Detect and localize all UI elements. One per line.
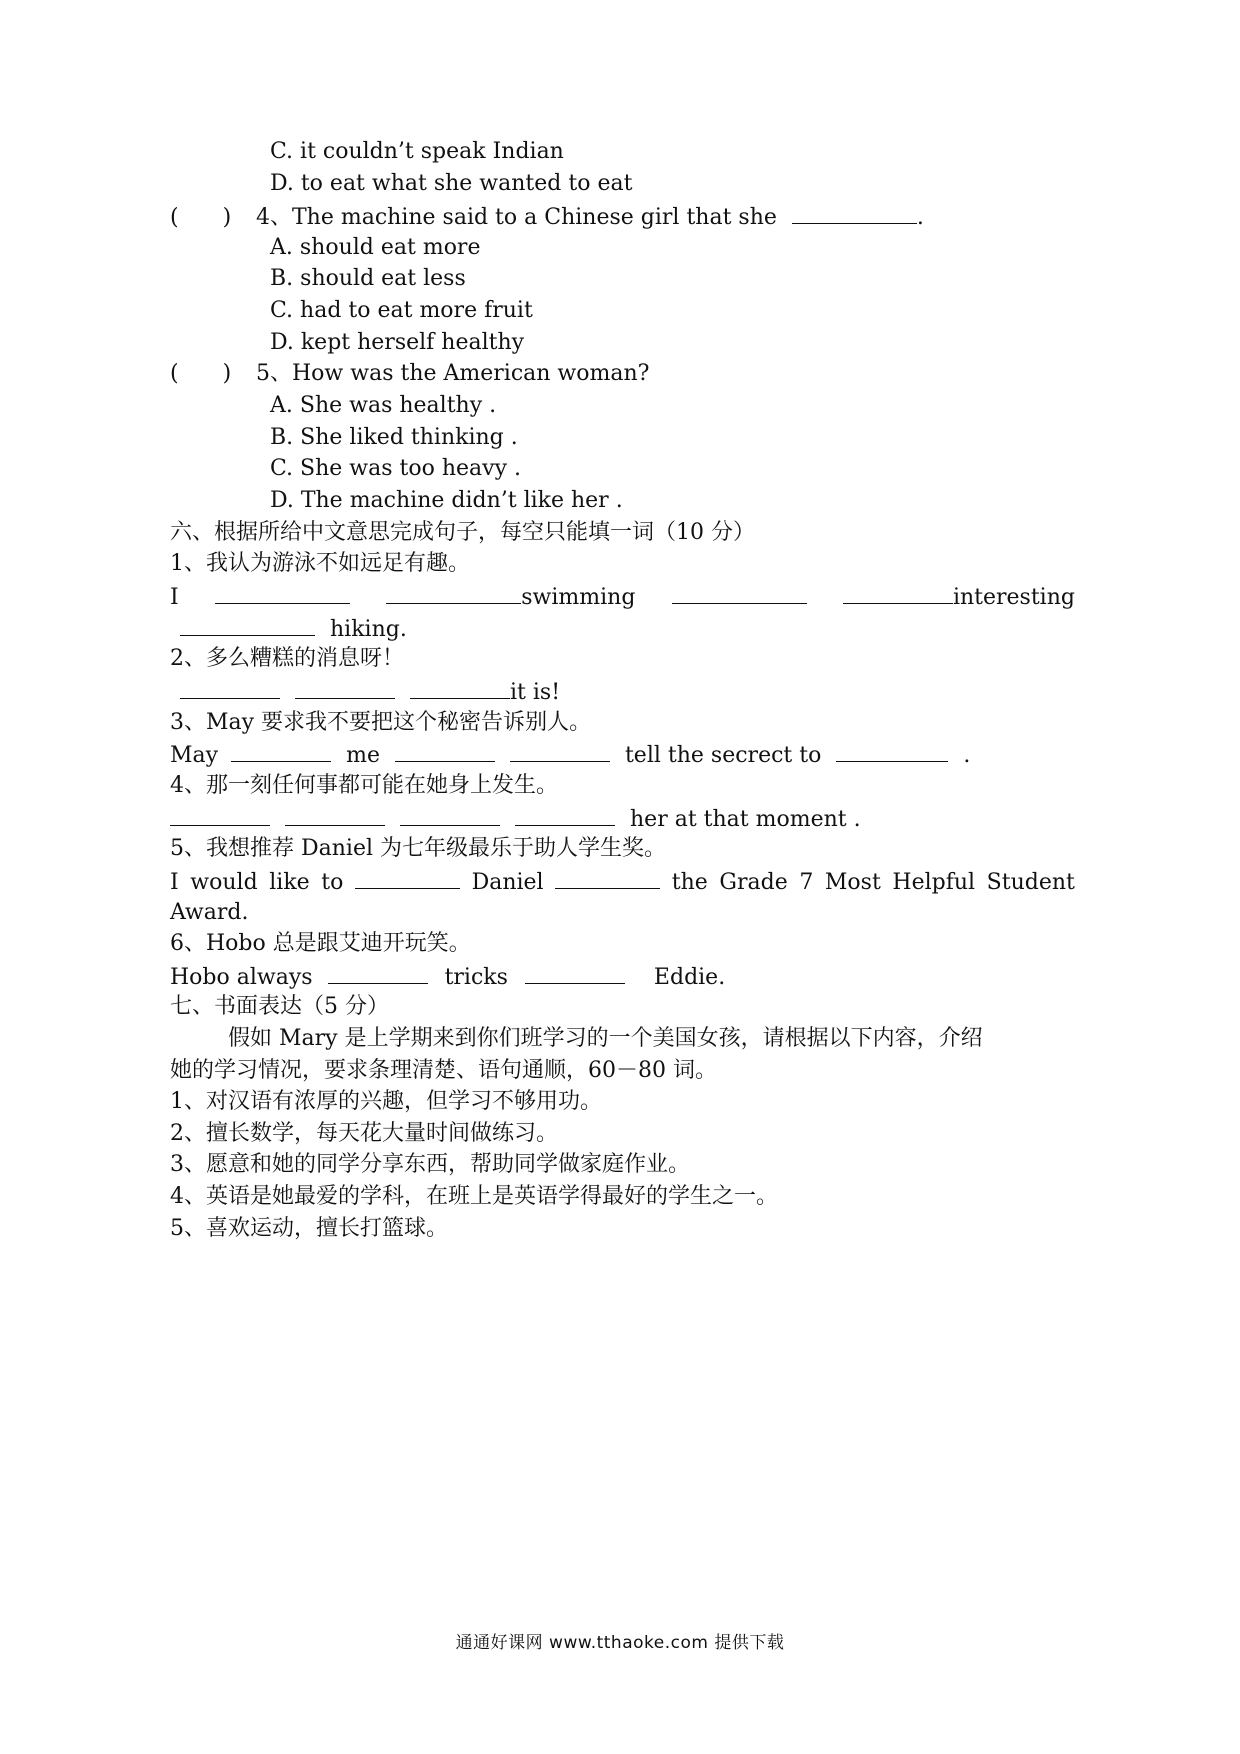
answer-blank[interactable]: [170, 803, 270, 826]
question-5: [170, 359, 1075, 389]
word: May: [170, 743, 219, 768]
answer-blank[interactable]: [231, 739, 331, 762]
word: swimming: [521, 585, 636, 610]
answer-blank[interactable]: [672, 581, 807, 604]
answer-blank[interactable]: [792, 201, 917, 224]
answer-blank[interactable]: [285, 803, 385, 826]
answer-blank[interactable]: [515, 803, 615, 826]
word: her at that moment .: [630, 807, 861, 832]
answer-blank[interactable]: [355, 866, 460, 889]
s7-point-2: 2、擅长数学，每天花大量时间做练习。: [170, 1121, 558, 1146]
s6-item-3-sentence: [170, 739, 1075, 771]
s6-item-1-sentence: [170, 581, 1075, 613]
word: I: [170, 585, 179, 610]
q5-option-a: A. She was healthy .: [270, 393, 497, 418]
word: Hobo always: [170, 965, 313, 990]
q4-option-b: B. should eat less: [270, 266, 466, 291]
answer-blank[interactable]: [843, 581, 953, 604]
s6-item-1-cont: [170, 613, 1075, 645]
q4-option-c: C. had to eat more fruit: [270, 298, 533, 323]
word: Daniel: [471, 870, 544, 895]
s6-item-5-cont: Award.: [170, 900, 249, 925]
word: 7: [799, 870, 814, 895]
s6-item-5-chinese: 5、我想推荐 Daniel 为七年级最乐于助人学生奖。: [170, 836, 667, 861]
word: .: [963, 743, 971, 768]
answer-blank[interactable]: [215, 581, 350, 604]
s7-paragraph-line-1: 假如 Mary 是上学期来到你们班学习的一个美国女孩，请根据以下内容，介绍: [228, 1026, 983, 1051]
answer-paren[interactable]: ( ): [170, 361, 232, 386]
word: to: [321, 870, 344, 895]
word: Grade: [719, 870, 788, 895]
word: it is!: [510, 680, 561, 705]
s7-point-1: 1、对汉语有浓厚的兴趣，但学习不够用功。: [170, 1089, 602, 1114]
period: .: [916, 205, 924, 230]
word: Most: [824, 870, 881, 895]
answer-blank[interactable]: [295, 676, 395, 699]
q5-option-b: B. She liked thinking .: [270, 425, 518, 450]
answer-blank[interactable]: [386, 581, 521, 604]
answer-blank[interactable]: [555, 866, 660, 889]
s6-item-3-chinese: 3、May 要求我不要把这个秘密告诉别人。: [170, 710, 592, 735]
question-4: [170, 201, 1075, 233]
s6-item-6-chinese: 6、Hobo 总是跟艾迪开玩笑。: [170, 931, 471, 956]
s6-item-4-sentence: [170, 803, 1075, 835]
s7-point-4: 4、英语是她最爱的学科，在班上是英语学得最好的学生之一。: [170, 1184, 778, 1209]
answer-blank[interactable]: [180, 613, 315, 636]
word: would: [190, 870, 258, 895]
answer-blank[interactable]: [328, 961, 428, 984]
s6-item-2-chinese: 2、多么糟糕的消息呀！: [170, 646, 404, 671]
word: me: [346, 743, 380, 768]
q3-option-d: D. to eat what she wanted to eat: [270, 171, 633, 196]
s6-item-2-sentence: [170, 676, 1075, 708]
answer-blank[interactable]: [836, 739, 948, 762]
section-7-heading: 七、书面表达（5 分）: [170, 994, 389, 1019]
q3-option-c: C. it couldn’t speak Indian: [270, 139, 564, 164]
s6-item-6-sentence: [170, 961, 1075, 993]
word: tell the secrect to: [624, 743, 822, 768]
answer-blank[interactable]: [395, 739, 495, 762]
answer-paren[interactable]: ( ): [170, 205, 232, 230]
answer-blank[interactable]: [410, 676, 510, 699]
section-6-heading: 六、根据所给中文意思完成句子，每空只能填一词（10 分）: [170, 520, 755, 545]
word: interesting: [952, 585, 1075, 610]
s7-point-3: 3、愿意和她的同学分享东西，帮助同学做家庭作业。: [170, 1152, 690, 1177]
answer-blank[interactable]: [400, 803, 500, 826]
q4-option-a: A. should eat more: [270, 235, 481, 260]
s6-item-5-sentence: [170, 866, 1075, 898]
question-stem: The machine said to a Chinese girl that she: [292, 205, 777, 230]
word: tricks: [444, 965, 508, 990]
question-number: 5、: [256, 361, 292, 386]
q4-option-d: D. kept herself healthy: [270, 330, 525, 355]
word: Helpful: [892, 870, 976, 895]
word: the: [671, 870, 708, 895]
question-number: 4、: [256, 205, 292, 230]
footer-credit: 通通好课网 www.tthaoke.com 提供下载: [455, 1633, 785, 1653]
s6-item-1-chinese: 1、我认为游泳不如远足有趣。: [170, 551, 470, 576]
s7-point-5: 5、喜欢运动，擅长打篮球。: [170, 1216, 448, 1241]
answer-blank[interactable]: [510, 739, 610, 762]
s7-paragraph-line-2: 她的学习情况，要求条理清楚、语句通顺，60－80 词。: [170, 1058, 717, 1083]
word: Eddie.: [653, 965, 726, 990]
answer-blank[interactable]: [525, 961, 625, 984]
q5-option-c: C. She was too heavy .: [270, 456, 521, 481]
s6-item-4-chinese: 4、那一刻任何事都可能在她身上发生。: [170, 773, 558, 798]
word: hiking.: [330, 617, 407, 642]
word: like: [269, 870, 310, 895]
question-stem: How was the American woman?: [292, 361, 650, 386]
answer-blank[interactable]: [180, 676, 280, 699]
word: I: [170, 870, 179, 895]
word: Student: [986, 870, 1075, 895]
q5-option-d: D. The machine didn’t like her .: [270, 488, 623, 513]
